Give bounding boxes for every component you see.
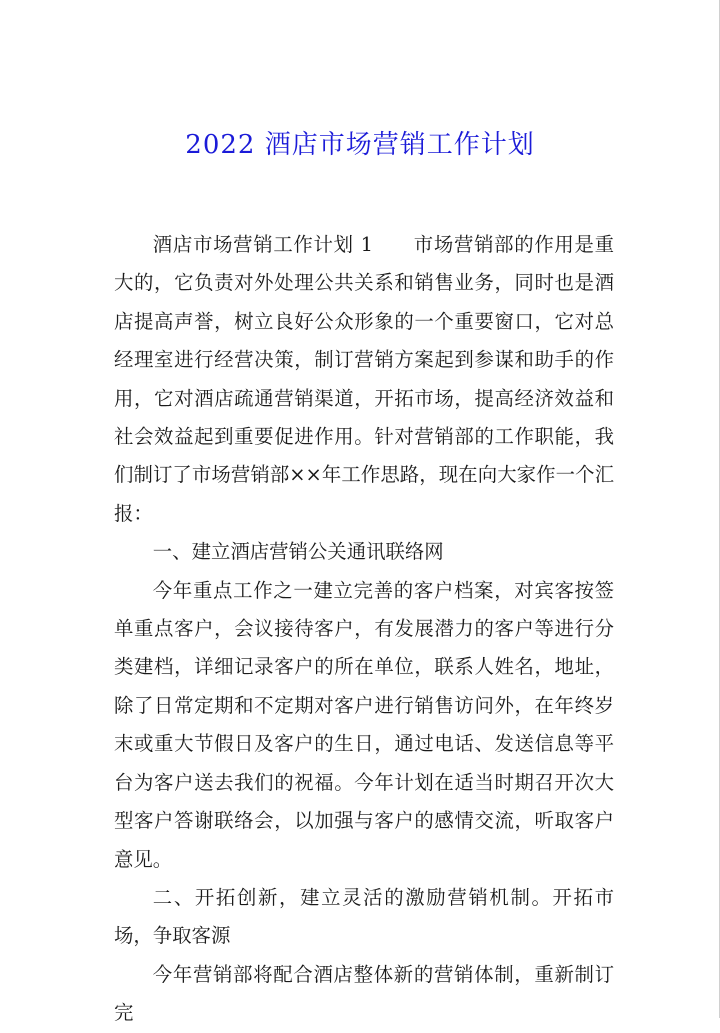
section-heading-1: 一、建立酒店营销公关通讯联络网 [152,540,444,564]
paragraph-section-1: 今年重点工作之一建立完善的客户档案，对宾客按签单重点客户，会议接待客户，有发展潜力的客户等进行分类建档，详细记录客户的所在单位，联系人姓名，地址，除了日常定期和不定期对客户进行销售访问外，在年终岁末或重大节假日及客户的生日，通过电话、发送信息等平台为客户送去我们的祝福。今年计划在适当时期召开次大型客户答谢联络会，以加强与客户的感情交流，听取客户意见。 [114,578,614,871]
document-body [114,226,614,1033]
paragraph-section-2: 今年营销部将配合酒店整体新的营销体制，重新制订完 [114,962,614,1025]
paragraph-intro: 酒店市场营销工作计划 1 市场营销部的作用是重大的，它负责对外处理公共关系和销售业务，同时也是酒店提高声誉，树立良好公众形象的一个重要窗口，它对总经理室进行经营决策，制订营销方案起到参谋和助手的作用，它对酒店疏通营销渠道，开拓市场，提高经济效益和社会效益起到重要促进作用。针对营销部的工作职能，我们制订了市场营销部××年工作思路，现在向大家作一个汇报： [114,233,614,525]
document-title: 2022 酒店市场营销工作计划 [185,130,535,160]
section-heading-2: 二、开拓创新，建立灵活的激励营销机制。开拓市场，争取客源 [114,885,614,948]
